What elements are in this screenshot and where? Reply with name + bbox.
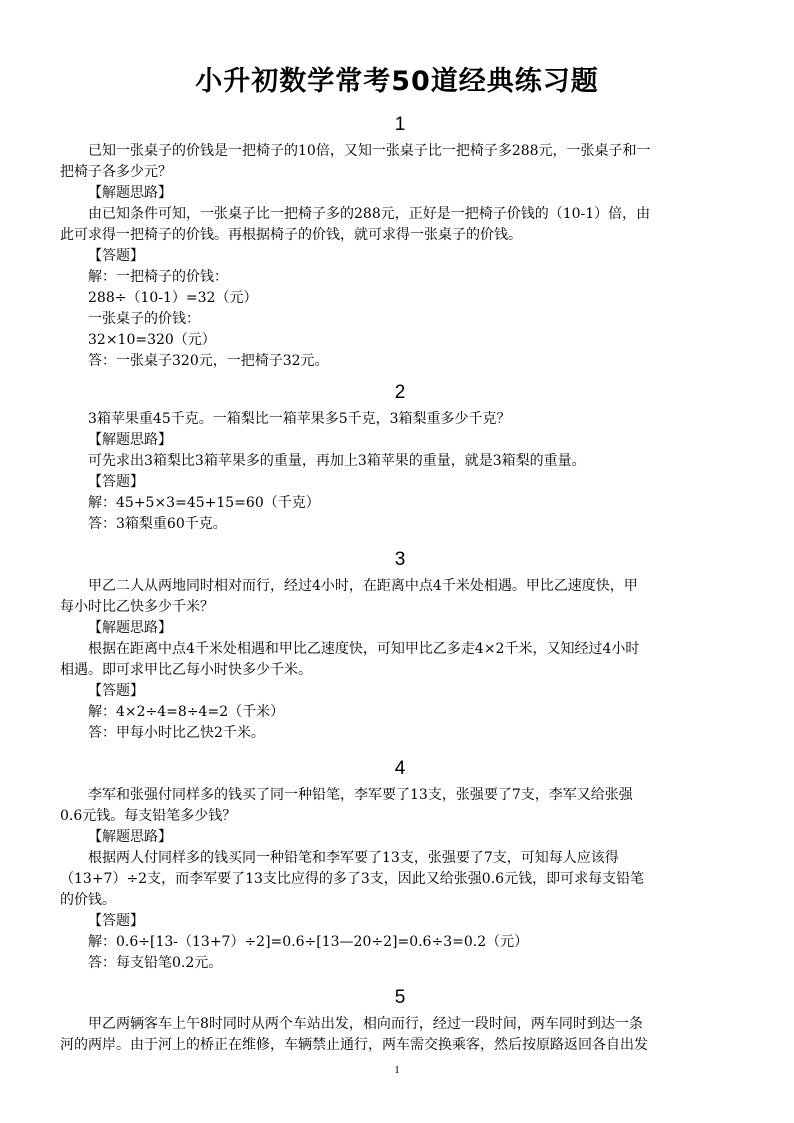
problem-5 [60, 985, 740, 1056]
page-number: 1 [394, 1064, 400, 1076]
answer-line: 解：一把椅子的价钱： [88, 269, 228, 285]
question-line: 已知一张桌子的价钱是一把椅子的10倍，又知一张桌子比一把椅子多288元，一张桌子和一 [88, 143, 651, 159]
answer-line: 答：每支铅笔0.2元。 [88, 955, 223, 971]
answer-line: 288÷（10-1）=32（元） [88, 290, 258, 306]
problem-number: 1 [394, 114, 406, 135]
question-line: 把椅子各多少元？ [60, 164, 172, 180]
problem-4 [60, 756, 740, 974]
idea-label: 【解题思路】 [88, 432, 172, 448]
page-title: 小升初数学常考50道经典练习题 [195, 66, 599, 97]
answer-label: 【答题】 [88, 683, 144, 699]
answer-label: 【答题】 [88, 913, 144, 929]
answer-line: 解：0.6÷[13-（13+7）÷2]=0.6÷[13—20÷2]=0.6÷3=0.2（元） [88, 934, 529, 950]
idea-line: 根据在距离中点4千米处相遇和甲比乙速度快，可知甲比乙多走4×2千米，又知经过4小时 [88, 641, 640, 657]
idea-line: 的价钱。 [60, 892, 116, 908]
idea-line: 由已知条件可知，一张桌子比一把椅子多的288元，正好是一把椅子价钱的（10-1）倍，由 [88, 206, 651, 222]
question-line: 李军和张强付同样多的钱买了同一种铅笔，李军要了13支，张强要了7支，李军又给张强 [88, 787, 633, 803]
idea-label: 【解题思路】 [88, 829, 172, 845]
question-line: 3箱苹果重45千克。一箱梨比一箱苹果多5千克，3箱梨重多少千克？ [88, 411, 511, 427]
answer-line: 答：一张桌子320元，一把椅子32元。 [88, 353, 329, 369]
question-line: 河的两岸。由于河上的桥正在维修，车辆禁止通行，两车需交换乘客，然后按原路返回各自出发 [60, 1037, 648, 1053]
answer-label: 【答题】 [88, 474, 144, 490]
answer-label: 【答题】 [88, 248, 144, 264]
answer-line: 解：45+5×3=45+15=60（千克） [88, 495, 320, 511]
problem-number: 5 [394, 987, 406, 1008]
problem-3 [60, 547, 740, 744]
answer-line: 答：甲每小时比乙快2千米。 [88, 725, 265, 741]
answer-line: 一张桌子的价钱： [88, 311, 200, 327]
problem-1 [60, 112, 740, 372]
answer-line: 32×10=320（元） [88, 332, 216, 348]
problem-2 [60, 380, 740, 535]
idea-label: 【解题思路】 [88, 185, 172, 201]
answer-line: 答：3箱梨重60千克。 [88, 516, 227, 532]
question-line: 每小时比乙快多少千米？ [60, 599, 214, 615]
problem-number: 4 [394, 758, 406, 779]
problem-number: 3 [394, 549, 406, 570]
answer-line: 解：4×2÷4=8÷4=2（千米） [88, 704, 285, 720]
question-line: 甲乙两辆客车上午8时同时从两个车站出发，相向而行，经过一段时间，两车同时到达一条 [88, 1016, 643, 1032]
problem-number: 2 [394, 382, 406, 403]
question-line: 甲乙二人从两地同时相对而行，经过4小时，在距离中点4千米处相遇。甲比乙速度快，甲 [88, 578, 638, 594]
question-line: 0.6元钱。每支铅笔多少钱？ [60, 808, 237, 824]
idea-line: （13+7）÷2支，而李军要了13支比应得的多了3支，因此又给张强0.6元钱，即可求每支铅笔 [60, 871, 645, 887]
idea-label: 【解题思路】 [88, 620, 172, 636]
idea-line: 此可求得一把椅子的价钱。再根据椅子的价钱，就可求得一张桌子的价钱。 [60, 227, 522, 243]
idea-line: 可先求出3箱梨比3箱苹果多的重量，再加上3箱苹果的重量，就是3箱梨的重量。 [88, 453, 586, 469]
idea-line: 根据两人付同样多的钱买同一种铅笔和李军要了13支，张强要了7支，可知每人应该得 [88, 850, 619, 866]
idea-line: 相遇。即可求甲比乙每小时快多少千米。 [60, 662, 312, 678]
